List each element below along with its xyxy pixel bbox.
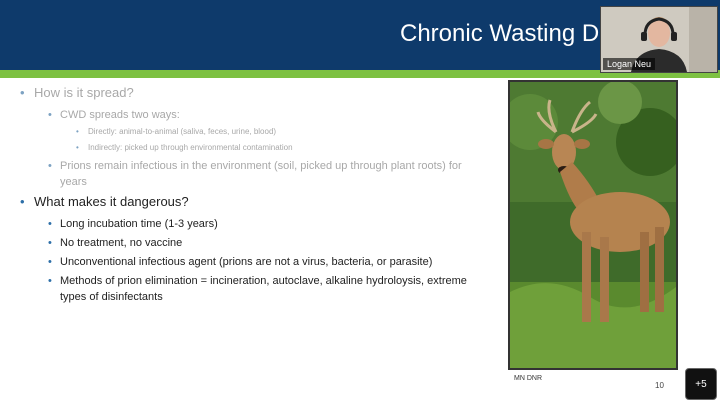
bullet-marker: • xyxy=(48,275,52,287)
participant-name: Logan Neu xyxy=(603,58,655,70)
photo-credit: MN DNR xyxy=(514,375,542,382)
bullet-item xyxy=(20,273,490,305)
slide-number: 10 xyxy=(655,381,664,390)
bullet-marker: • xyxy=(20,194,25,209)
bullet-item xyxy=(20,126,490,137)
bullet-item xyxy=(20,142,490,153)
bullet-text: CWD spreads two ways: xyxy=(60,109,180,121)
bullet-item xyxy=(20,235,490,251)
bullet-item xyxy=(20,158,490,190)
bullet-text: How is it spread? xyxy=(34,85,134,100)
bullet-marker: • xyxy=(48,218,52,230)
deer-image xyxy=(510,82,676,368)
bullet-item xyxy=(20,84,490,101)
slide-title: Chronic Wasting D xyxy=(400,20,600,47)
bullet-item xyxy=(20,107,490,123)
bullet-marker: • xyxy=(76,127,79,136)
deer-photo xyxy=(508,80,678,370)
bullet-marker: • xyxy=(48,109,52,121)
bullet-item xyxy=(20,254,490,270)
bullet-text: Long incubation time (1-3 years) xyxy=(60,218,218,230)
participant-video-tile[interactable] xyxy=(600,6,718,73)
bullet-item xyxy=(20,193,490,210)
bullet-list xyxy=(20,84,490,308)
bullet-text: Methods of prion elimination = incineration, autoclave, alkaline hydroloysis, extreme types of disinfectants xyxy=(60,275,467,303)
bullet-marker: • xyxy=(20,85,25,100)
bullet-text: Indirectly: picked up through environmental contamination xyxy=(88,143,293,152)
bullet-marker: • xyxy=(48,237,52,249)
bullet-text: What makes it dangerous? xyxy=(34,194,189,209)
bullet-marker: • xyxy=(76,143,79,152)
bullet-text: Directly: animal-to-animal (saliva, feces, urine, blood) xyxy=(88,127,277,136)
bullet-text: No treatment, no vaccine xyxy=(60,237,183,249)
bullet-text: Prions remain infectious in the environment (soil, picked up through plant roots) for years xyxy=(60,160,462,188)
more-participants-button[interactable]: +5 xyxy=(685,368,717,400)
bullet-marker: • xyxy=(48,256,52,268)
bullet-text: Unconventional infectious agent (prions are not a virus, bacteria, or parasite) xyxy=(60,256,433,268)
bullet-item xyxy=(20,216,490,232)
bullet-marker: • xyxy=(48,160,52,172)
